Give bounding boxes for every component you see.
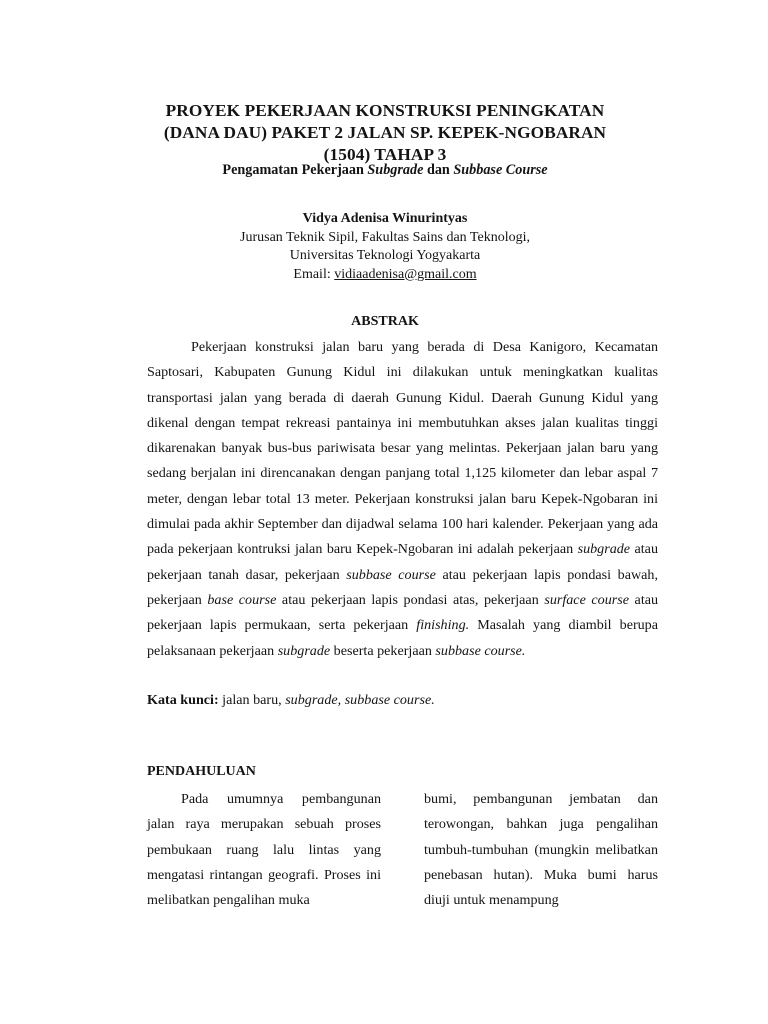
author-block <box>140 210 630 284</box>
column-right <box>424 787 658 913</box>
intro-paragraph: bumi, pembangunan jembatan dan terowongan, bahkan juga pengalihan tumbuh-tumbuhan (mungkin melibatkan penebasan hutan). Muka bumi harus diuji untuk menampung <box>424 791 658 909</box>
keywords-text: jalan baru, <box>218 692 286 708</box>
author-affiliation: Jurusan Teknik Sipil, Fakultas Sains dan Teknologi, <box>240 229 530 245</box>
abstract-body <box>147 335 658 664</box>
paper-title <box>140 100 630 166</box>
title-line: (DANA DAU) PAKET 2 JALAN SP. KEPEK-NGOBARAN <box>163 123 607 142</box>
keywords-text: subgrade, subbase course. <box>285 692 435 708</box>
section-heading: PENDAHULUAN <box>147 764 256 779</box>
title-line: (1504) TAHAP 3 <box>323 145 447 164</box>
author-name: Vidya Adenisa Winurintyas <box>302 211 468 226</box>
email-link[interactable]: vidiaadenisa@gmail.com <box>334 266 477 282</box>
title-line: PROYEK PEKERJAAN KONSTRUKSI PENINGKATAN <box>165 101 605 120</box>
subtitle-term: Subbase Course <box>453 162 548 178</box>
subtitle-text: dan <box>423 162 454 178</box>
abstract-paragraph: Pekerjaan konstruksi jalan baru yang berada di Desa Kanigoro, Kecamatan Saptosari, Kabupaten Gunung Kidul ini dilakukan untuk meningkatkan kualitas transportasi jalan yang berada di daerah Gunung Kidul. Daerah Gunung Kidul yang dikenal dengan tempat rekreasi pantainya ini membutuhkan akses jalan kualitas tinggi dikarenakan banyak bus-bus pariwisata besar yang melintas. Pekerjaan jalan baru yang sedang berjalan ini direncanakan dengan panjang total 1,125 kilometer dan lebar aspal 7 meter, dengan lebar total 13 meter. Pekerjaan konstruksi jalan baru Kepek-Ngobaran ini dimulai pada akhir September dan dijadwal selama 100 hari kalender. Pekerjaan yang ada pada pekerjaan kontruksi jalan baru Kepek-Ngobaran ini adalah pekerjaan subgrade atau pekerjaan tanah dasar, pekerjaan subbase course atau pekerjaan lapis pondasi bawah, pekerjaan base course atau pekerjaan lapis pondasi atas, pekerjaan surface course atau pekerjaan lapis permukaan, serta pekerjaan finishing. Masalah yang diambil berupa pelaksanaan pekerjaan subgrade beserta pekerjaan subbase course. <box>147 339 659 659</box>
paper-subtitle <box>140 162 630 179</box>
keywords-label: Kata kunci: <box>147 692 219 708</box>
author-email <box>140 266 630 285</box>
column-left <box>147 787 381 913</box>
subtitle-term: Subgrade <box>367 162 424 178</box>
author-affiliation: Universitas Teknologi Yogyakarta <box>289 248 481 263</box>
intro-paragraph: Pada umumnya pembangunan jalan raya merupakan sebuah proses pembukaan ruang lalu lintas yang mengatasi rintangan geografi. Proses ini melibatkan pengalihan muka <box>147 791 381 909</box>
subtitle-text: Pengamatan Pekerjaan <box>222 162 368 178</box>
email-label: Email: <box>293 266 335 282</box>
abstract-heading: ABSTRAK <box>351 314 419 329</box>
keywords-line <box>147 688 658 713</box>
